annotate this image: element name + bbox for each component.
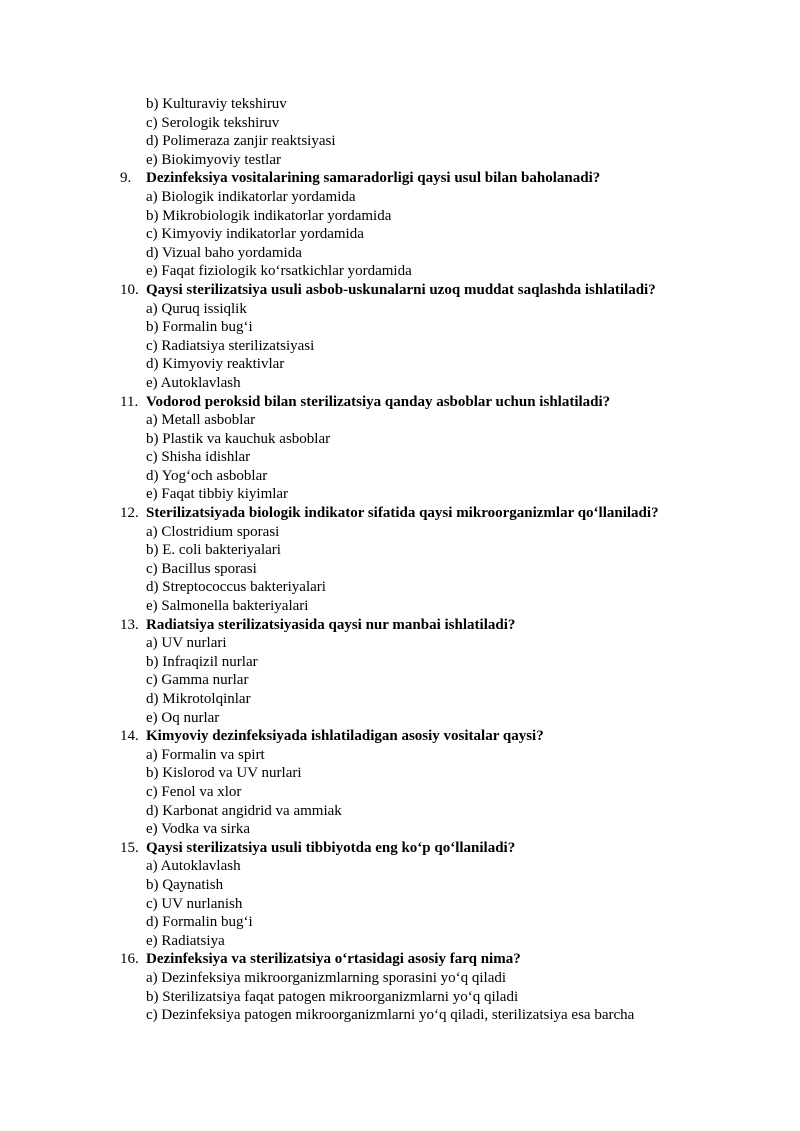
question-number: 12. <box>120 505 139 522</box>
answer-option: a) Formalin va spirt <box>146 746 265 763</box>
answer-option: b) E. coli bakteriyalari <box>146 542 281 559</box>
answer-option: c) Gamma nurlar <box>146 672 249 689</box>
question-text <box>0 950 800 969</box>
question-label: Dezinfeksiya vositalarining samaradorligi qaysi usul bilan baholanadi? <box>146 170 601 187</box>
answer-option: e) Vodka va sirka <box>146 821 251 838</box>
document-page <box>0 95 800 1025</box>
answer-option: c) Serologik tekshiruv <box>146 114 280 131</box>
answer-option: b) Kislorod va UV nurlari <box>146 765 302 782</box>
answer-option: a) Clostridium sporasi <box>146 523 280 540</box>
answer-option: a) Autoklavlash <box>146 858 241 875</box>
question-number: 9. <box>120 170 132 187</box>
answer-option: e) Faqat fiziologik ko‘rsatkichlar yordamida <box>146 263 412 280</box>
continued-options <box>0 95 800 169</box>
answer-option: d) Streptococcus bakteriyalari <box>146 579 326 596</box>
question-number: 16. <box>120 951 139 968</box>
answer-option: c) Dezinfeksiya patogen mikroorganizmlarni yo‘q qiladi, sterilizatsiya esa barcha <box>146 1007 635 1024</box>
question-number: 11. <box>120 393 139 410</box>
answer-option: b) Plastik va kauchuk asboblar <box>146 430 331 447</box>
question-block <box>0 281 800 393</box>
question-block <box>0 950 800 1024</box>
answer-option: b) Formalin bug‘i <box>146 319 253 336</box>
answer-option: b) Sterilizatsiya faqat patogen mikroorganizmlarni yo‘q qiladi <box>146 988 519 1005</box>
answer-option: c) Shisha idishlar <box>146 449 251 466</box>
question-label: Qaysi sterilizatsiya usuli asbob-uskunalarni uzoq muddat saqlashda ishlatiladi? <box>146 281 656 298</box>
answer-option: a) Quruq issiqlik <box>146 300 247 317</box>
answer-option: d) Yog‘och asboblar <box>146 467 268 484</box>
question-label: Sterilizatsiyada biologik indikator sifatida qaysi mikroorganizmlar qo‘llaniladi? <box>146 505 659 522</box>
question-block <box>0 727 800 839</box>
answer-option: c) Bacillus sporasi <box>146 560 257 577</box>
question-number: 13. <box>120 616 139 633</box>
answer-option: b) Qaynatish <box>146 876 224 893</box>
answer-option: a) Metall asboblar <box>146 412 256 429</box>
answer-option: b) Kulturaviy tekshiruv <box>146 96 287 112</box>
answer-option: c) Radiatsiya sterilizatsiyasi <box>146 337 315 354</box>
answer-option: a) Biologik indikatorlar yordamida <box>146 188 356 205</box>
question-number: 10. <box>120 281 139 298</box>
question-text <box>0 169 800 188</box>
answer-option: d) Kimyoviy reaktivlar <box>146 356 285 373</box>
question-text <box>0 393 800 412</box>
question-block <box>0 616 800 728</box>
answer-option: e) Faqat tibbiy kiyimlar <box>146 486 289 503</box>
question-label: Qaysi sterilizatsiya usuli tibbiyotda eng ko‘p qo‘llaniladi? <box>146 839 516 856</box>
answer-option: c) Kimyoviy indikatorlar yordamida <box>146 226 364 243</box>
answer-option: b) Mikrobiologik indikatorlar yordamida <box>146 207 392 224</box>
answer-option: e) Biokimyoviy testlar <box>146 151 281 168</box>
answer-option: d) Vizual baho yordamida <box>146 244 302 261</box>
question-label: Dezinfeksiya va sterilizatsiya o‘rtasidagi asosiy farq nima? <box>146 951 521 968</box>
question-text <box>0 839 800 858</box>
answer-option: a) Dezinfeksiya mikroorganizmlarning sporasini yo‘q qiladi <box>146 969 507 986</box>
answer-option: e) Salmonella bakteriyalari <box>146 598 309 615</box>
question-block <box>0 169 800 281</box>
answer-option: d) Mikrotolqinlar <box>146 691 251 707</box>
question-list <box>0 169 800 1024</box>
question-block <box>0 393 800 505</box>
question-text <box>0 616 800 635</box>
answer-option: d) Karbonat angidrid va ammiak <box>146 802 342 819</box>
question-block <box>0 504 800 616</box>
question-text <box>0 281 800 300</box>
answer-option: c) Fenol va xlor <box>146 783 242 800</box>
answer-option: c) UV nurlanish <box>146 895 243 912</box>
question-block <box>0 839 800 951</box>
question-text <box>0 727 800 746</box>
answer-option: a) UV nurlari <box>146 635 227 652</box>
answer-option: e) Oq nurlar <box>146 709 220 726</box>
answer-option: b) Infraqizil nurlar <box>146 653 258 670</box>
answer-option: e) Autoklavlash <box>146 374 241 391</box>
question-label: Vodorod peroksid bilan sterilizatsiya qanday asboblar uchun ishlatiladi? <box>146 393 611 410</box>
question-number: 15. <box>120 839 139 856</box>
question-number: 14. <box>120 728 139 745</box>
question-label: Kimyoviy dezinfeksiyada ishlatiladigan asosiy vositalar qaysi? <box>146 728 544 745</box>
answer-option: e) Radiatsiya <box>146 932 225 949</box>
answer-option: d) Polimeraza zanjir reaktsiyasi <box>146 133 336 150</box>
answer-option: d) Formalin bug‘i <box>146 914 253 931</box>
question-label: Radiatsiya sterilizatsiyasida qaysi nur manbai ishlatiladi? <box>146 616 516 633</box>
question-text <box>0 504 800 523</box>
